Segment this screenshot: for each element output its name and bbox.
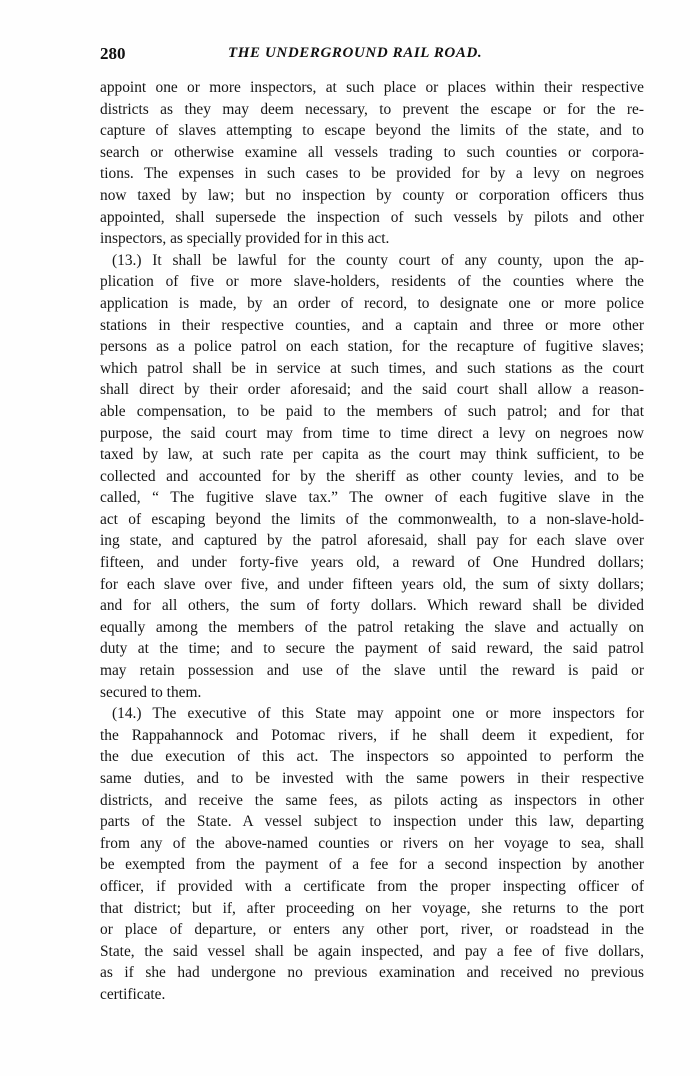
text-line: capture of slaves attempting to escape beyond the limits of the state, and to — [100, 122, 644, 140]
text-line: be exempted from the payment of a fee for a second inspection by another — [100, 856, 644, 874]
text-line: collected and accounted for by the sheriff as other county levies, and to be — [100, 467, 644, 485]
text-line: and for all others, the sum of forty dollars. Which reward shall be divided — [100, 597, 644, 615]
text-line: appointed, shall supersede the inspection of such vessels by pilots and other — [100, 208, 644, 226]
text-line: equally among the members of the patrol retaking the slave and actually on — [100, 618, 644, 636]
text-line: State, the said vessel shall be again inspected, and pay a fee of five dollars, — [100, 942, 644, 960]
text-line: act of escaping beyond the limits of the commonwealth, to a non-slave-hold- — [100, 510, 644, 528]
text-line: which patrol shall be in service at such times, and such stations as the court — [100, 359, 644, 377]
text-line: inspectors, as specially provided for in this act. — [100, 230, 390, 248]
text-line: plication of five or more slave-holders, residents of the counties where the — [100, 273, 644, 291]
section-13-first-line: (13.) It shall be lawful for the county court of any county, upon the ap- — [112, 251, 644, 269]
text-line: from any of the above-named counties or rivers on her voyage to sea, shall — [100, 834, 644, 852]
text-line: as if she had undergone no previous examination and received no previous — [100, 964, 644, 982]
text-line: officer, if provided with a certificate from the proper inspecting officer of — [100, 877, 644, 895]
text-line: able compensation, to be paid to the members of such patrol; and for that — [100, 402, 644, 420]
text-line: districts, and receive the same fees, as pilots acting as inspectors in other — [100, 791, 644, 809]
text-line: search or otherwise examine all vessels trading to such counties or corpora- — [100, 143, 644, 161]
text-line: that district; but if, after proceeding on her voyage, she returns to the port — [100, 899, 644, 917]
text-line: persons as a police patrol on each station, for the recapture of fugitive slaves; — [100, 338, 644, 356]
text-line: ing state, and captured by the patrol aforesaid, shall pay for each slave over — [100, 532, 644, 550]
text-line: now taxed by law; but no inspection by county or corporation officers thus — [100, 186, 644, 204]
text-line: stations in their respective counties, and a captain and three or more other — [100, 316, 644, 334]
running-title: THE UNDERGROUND RAIL ROAD. — [228, 45, 483, 61]
text-line: same duties, and to be invested with the same powers in their respective — [100, 770, 644, 787]
text-line: or place of departure, or enters any other port, river, or roadstead in the — [100, 921, 644, 939]
text-line: called, “ The fugitive slave tax.” The owner of each fugitive slave in the — [100, 489, 644, 507]
page-header — [100, 44, 644, 68]
text-line: appoint one or more inspectors, at such place or places within their respective — [100, 79, 644, 96]
body-text — [100, 77, 644, 1006]
text-line: for each slave over five, and under fifteen years old, the sum of sixty dollars; — [100, 575, 644, 593]
section-14-first-line: (14.) The executive of this State may appoint one or more inspectors for — [112, 705, 644, 723]
text-line: duty at the time; and to secure the payment of said reward, the said patrol — [100, 640, 644, 658]
text-line: secured to them. — [100, 683, 202, 701]
text-line: parts of the State. A vessel subject to inspection under this law, departing — [100, 813, 644, 831]
text-line: application is made, by an order of record, to designate one or more police — [100, 294, 644, 312]
text-line: fifteen, and under forty-five years old, a reward of One Hundred dollars; — [100, 554, 644, 572]
text-line: the due execution of this act. The inspectors so appointed to perform the — [100, 748, 644, 766]
text-line: certificate. — [100, 985, 166, 1003]
text-line: tions. The expenses in such cases to be provided for by a levy on negroes — [100, 165, 644, 183]
text-line: purpose, the said court may from time to time direct a levy on negroes now — [100, 424, 644, 442]
page-number: 280 — [100, 44, 126, 63]
text-line: taxed by law, at such rate per capita as the court may think sufficient, to be — [100, 446, 644, 464]
text-line: shall direct by their order aforesaid; and the said court shall allow a reason- — [100, 381, 644, 399]
text-line: may retain possession and use of the slave until the reward is paid or — [100, 662, 644, 680]
text-line: the Rappahannock and Potomac rivers, if he shall deem it expedient, for — [100, 726, 644, 744]
text-line: districts as they may deem necessary, to prevent the escape or for the re- — [100, 100, 644, 118]
